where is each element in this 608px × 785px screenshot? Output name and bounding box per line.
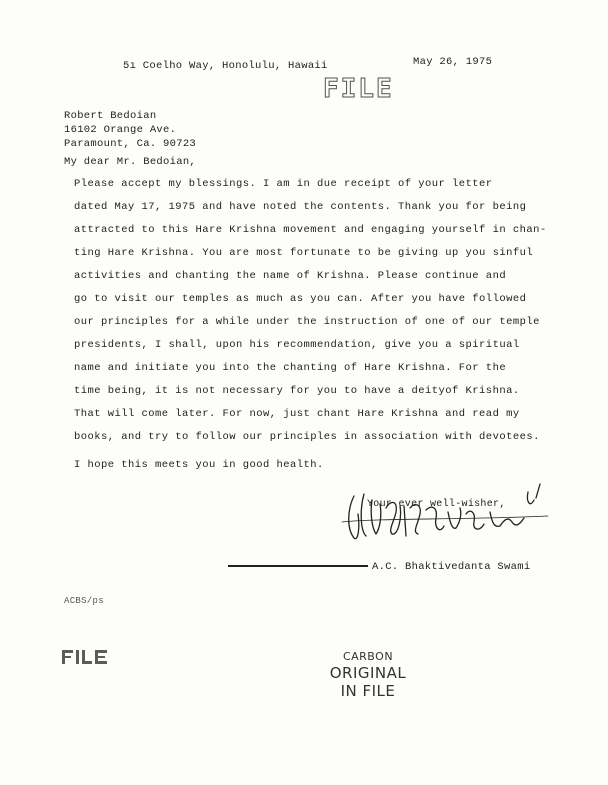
body-line: name and initiate you into the chanting of Hare Krishna. For the: [74, 362, 507, 374]
signatory-name: A.C. Bhaktivedanta Swami: [372, 561, 531, 573]
recipient-street: 16102 Orange Ave.: [64, 124, 177, 136]
body-line: go to visit our temples as much as you can. After you have followed: [74, 293, 527, 305]
body-line: dated May 17, 1975 and have noted the contents. Thank you for being: [74, 201, 527, 213]
recipient-city: Paramount, Ca. 90723: [64, 138, 197, 150]
body-line: presidents, I shall, upon his recommendation, give you a spiritual: [74, 339, 520, 351]
body-line: our principles for a while under the instruction of one of our temple: [74, 316, 540, 328]
valediction: Your ever well-wisher,: [367, 499, 506, 510]
handwritten-signature: [340, 478, 560, 548]
sender-address: 5ı Coelho Way, Honolulu, Hawaii: [123, 60, 328, 72]
closing-line: I hope this meets you in good health.: [74, 459, 324, 471]
signature-rule: [228, 565, 368, 567]
letter-date: May 26, 1975: [413, 56, 493, 68]
body-line: time being, it is not necessary for you to have a deityof Krishna.: [74, 385, 520, 397]
carbon-stamp-line: IN FILE: [340, 682, 396, 700]
body-line: books, and try to follow our principles in association with devotees.: [74, 431, 540, 443]
recipient-name: Robert Bedoian: [64, 110, 157, 122]
body-line: Please accept my blessings. I am in due receipt of your letter: [74, 178, 493, 190]
body-line: activities and chanting the name of Krishna. Please continue and: [74, 270, 507, 282]
body-line: attracted to this Hare Krishna movement and engaging yourself in chan-: [74, 224, 547, 236]
file-stamp: FILE: [323, 74, 394, 104]
body-line: ting Hare Krishna. You are most fortunate to be giving up you sinful: [74, 247, 534, 259]
smudged-stamp-mark: [60, 646, 120, 670]
typist-initials: ACBS/ps: [64, 596, 104, 606]
body-line: That will come later. For now, just chant Hare Krishna and read my: [74, 408, 520, 420]
salutation: My dear Mr. Bedoian,: [64, 156, 197, 168]
carbon-stamp-line: ORIGINAL: [329, 664, 407, 682]
carbon-stamp-line: CARBON: [342, 650, 394, 663]
